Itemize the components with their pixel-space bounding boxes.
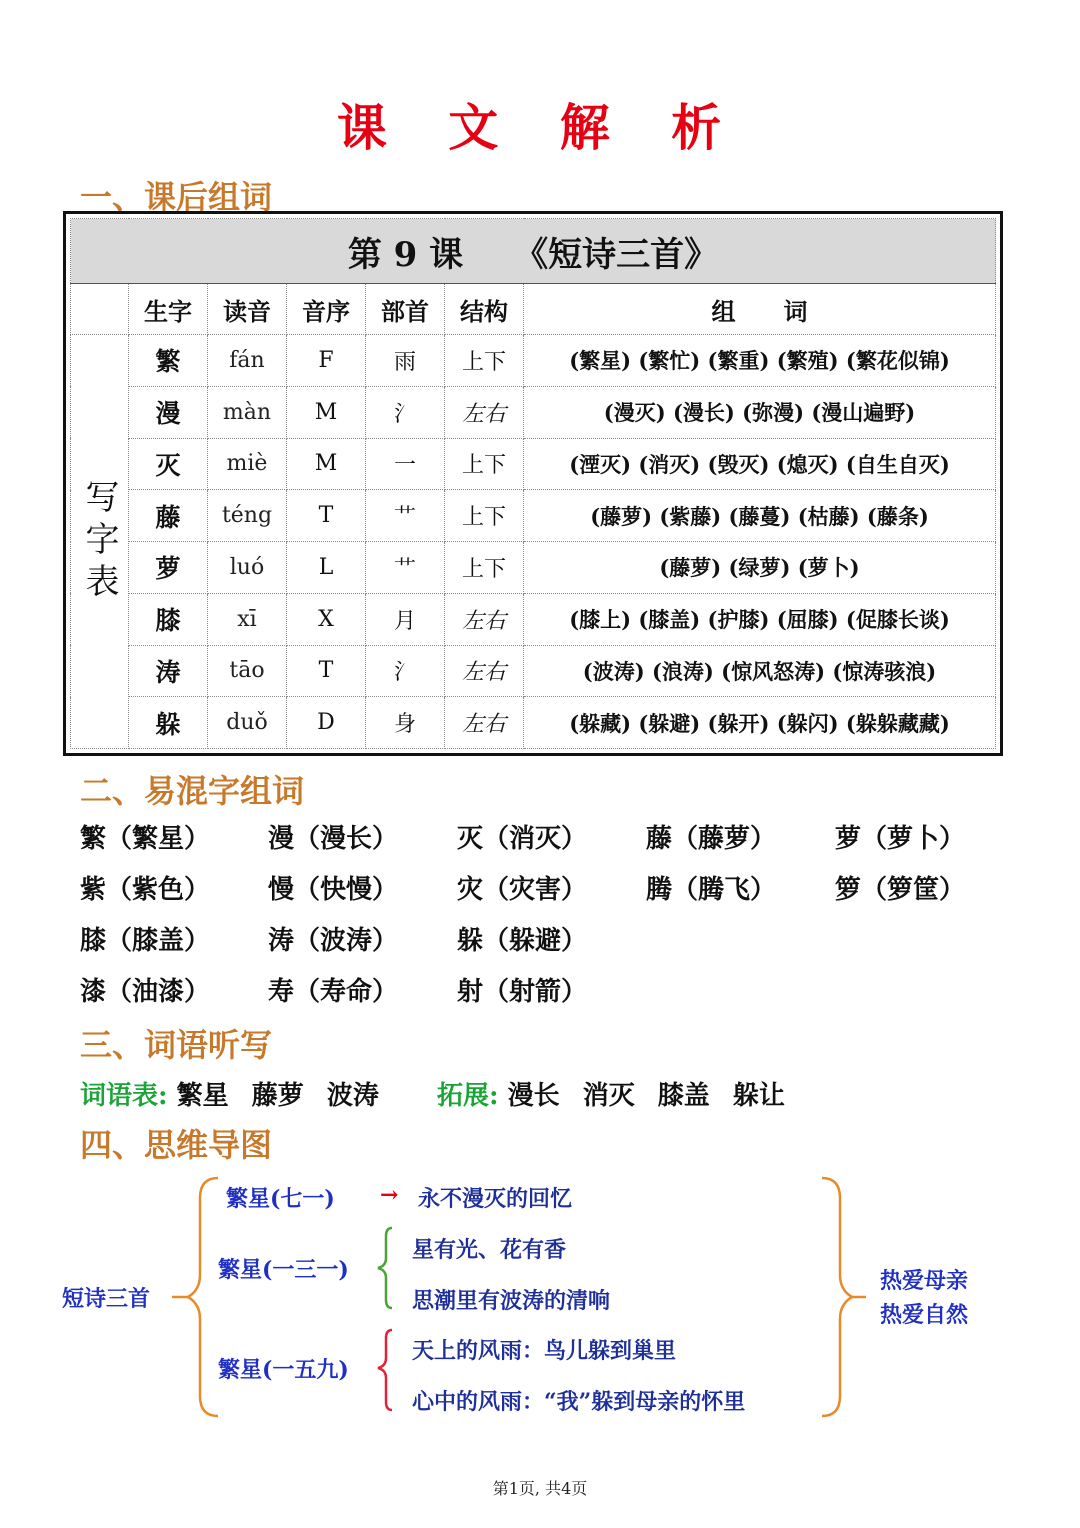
confusable-row — [80, 971, 1010, 1022]
header-structure: 结构 — [445, 284, 524, 335]
mindmap-branch-3: 繁星(一五九) — [218, 1357, 349, 1383]
confusable-row — [80, 869, 1010, 920]
row-words: (湮灭) (消灭) (毁灭) (熄灭) (自生自灭) — [524, 438, 996, 490]
confusable-item: 藤（藤萝） — [646, 824, 777, 854]
character-table — [63, 211, 1003, 756]
row-radical: 艹 — [366, 490, 445, 542]
row-words: (藤萝) (绿萝) (萝卜) — [524, 542, 996, 594]
row-pinyin: tāo — [208, 645, 287, 697]
confusable-row — [80, 818, 1010, 869]
row-order: T — [287, 645, 366, 697]
row-radical: 身 — [366, 697, 445, 749]
row-pinyin: téng — [208, 490, 287, 542]
mindmap-leaf: 心中的风雨：“我”躲到母亲的怀里 — [412, 1389, 746, 1415]
confusable-item: 躲（躲避） — [457, 926, 588, 956]
vocab-word: 繁星 — [176, 1081, 229, 1111]
confusable-item: 灭（消灭） — [457, 824, 588, 854]
mindmap-leaf: 思潮里有波涛的清响 — [412, 1288, 611, 1314]
confusable-item: 涛（波涛） — [268, 926, 399, 956]
mindmap-branch-2: 繁星(一三一) — [218, 1257, 349, 1283]
dictation-line — [80, 1075, 799, 1112]
row-char: 繁 — [129, 335, 208, 387]
row-structure: 左右 — [445, 645, 524, 697]
table-row — [71, 593, 996, 645]
confusable-item: 漫（漫长） — [268, 824, 399, 854]
section-heading-dictation: 三、词语听写 — [80, 1026, 273, 1064]
vocab-label: 词语表: — [80, 1081, 168, 1111]
row-pinyin: luó — [208, 542, 287, 594]
row-pinyin: duǒ — [208, 697, 287, 749]
row-structure: 上下 — [445, 490, 524, 542]
arrow-icon: → — [380, 1182, 399, 1208]
row-structure: 左右 — [445, 593, 524, 645]
row-char: 膝 — [129, 593, 208, 645]
header-pinyin: 读音 — [208, 284, 287, 335]
row-order: X — [287, 593, 366, 645]
row-radical: 月 — [366, 593, 445, 645]
confusable-item: 繁（繁星） — [80, 824, 211, 854]
header-order: 音序 — [287, 284, 366, 335]
mindmap-branch-1: 繁星(七一) — [226, 1186, 335, 1212]
confusable-item: 萝（萝卜） — [835, 824, 966, 854]
row-pinyin: xī — [208, 593, 287, 645]
mindmap-conclusion: 热爱母亲 — [880, 1268, 969, 1294]
confusable-item: 灾（灾害） — [457, 875, 588, 905]
row-words: (漫灭) (漫长) (弥漫) (漫山遍野) — [524, 386, 996, 438]
row-order: F — [287, 335, 366, 387]
row-words: (膝上) (膝盖) (护膝) (屈膝) (促膝长谈) — [524, 593, 996, 645]
lesson-title: 第 9 课 《短诗三首》 — [71, 219, 996, 284]
table-row — [71, 697, 996, 749]
row-order: M — [287, 438, 366, 490]
confusable-item: 膝（膝盖） — [80, 926, 211, 956]
row-pinyin: miè — [208, 438, 287, 490]
row-radical: 一 — [366, 438, 445, 490]
row-radical: 氵 — [366, 386, 445, 438]
table-row — [71, 386, 996, 438]
confusable-item: 腾（腾飞） — [646, 875, 777, 905]
confusable-item: 寿（寿命） — [268, 977, 399, 1007]
table-row — [71, 438, 996, 490]
confusable-list — [80, 818, 1010, 1022]
extension-word: 消灭 — [582, 1081, 635, 1111]
row-char: 躲 — [129, 697, 208, 749]
side-label: 写字表 — [71, 335, 129, 749]
row-words: (繁星) (繁忙) (繁重) (繁殖) (繁花似锦) — [524, 335, 996, 387]
confusable-item: 慢（快慢） — [268, 875, 399, 905]
row-structure: 上下 — [445, 335, 524, 387]
mindmap-leaf: 永不漫灭的回忆 — [418, 1186, 573, 1212]
character-table-grid — [70, 218, 996, 749]
confusable-row — [80, 920, 1010, 971]
table-row — [71, 645, 996, 697]
table-row — [71, 335, 996, 387]
extension-word: 膝盖 — [657, 1081, 710, 1111]
row-char: 藤 — [129, 490, 208, 542]
row-order: L — [287, 542, 366, 594]
green-brace — [378, 1228, 392, 1308]
section-heading-confusable: 二、易混字组词 — [80, 772, 305, 810]
row-structure: 上下 — [445, 542, 524, 594]
header-blank — [71, 284, 129, 335]
row-words: (波涛) (浪涛) (惊风怒涛) (惊涛骇浪) — [524, 645, 996, 697]
right-brace — [822, 1178, 852, 1416]
row-char: 萝 — [129, 542, 208, 594]
row-radical: 雨 — [366, 335, 445, 387]
row-char: 灭 — [129, 438, 208, 490]
confusable-item: 紫（紫色） — [80, 875, 211, 905]
page-footer: 第1页, 共4页 — [492, 1479, 588, 1498]
vocab-word: 藤萝 — [251, 1081, 304, 1111]
vocab-word: 波涛 — [326, 1081, 379, 1111]
row-structure: 左右 — [445, 697, 524, 749]
confusable-item: 漆（油漆） — [80, 977, 211, 1007]
extension-label: 拓展: — [436, 1081, 499, 1111]
row-order: D — [287, 697, 366, 749]
row-order: M — [287, 386, 366, 438]
row-pinyin: fán — [208, 335, 287, 387]
confusable-item: 箩（箩筐） — [835, 875, 966, 905]
header-char: 生字 — [129, 284, 208, 335]
red-brace — [378, 1330, 392, 1410]
row-structure: 左右 — [445, 386, 524, 438]
header-radical: 部首 — [366, 284, 445, 335]
mindmap-conclusion: 热爱自然 — [880, 1302, 969, 1328]
row-radical: 氵 — [366, 645, 445, 697]
row-char: 涛 — [129, 645, 208, 697]
row-words: (躲藏) (躲避) (躲开) (躲闪) (躲躲藏藏) — [524, 697, 996, 749]
section-heading-mindmap: 四、思维导图 — [80, 1126, 273, 1164]
extension-word: 躲让 — [732, 1081, 785, 1111]
table-row — [71, 490, 996, 542]
row-order: T — [287, 490, 366, 542]
row-words: (藤萝) (紫藤) (藤蔓) (枯藤) (藤条) — [524, 490, 996, 542]
table-row — [71, 542, 996, 594]
mindmap-leaf: 天上的风雨：鸟儿躲到巢里 — [412, 1338, 677, 1364]
header-words: 组 词 — [524, 284, 996, 335]
section-heading-word-groups: 一、课后组词 — [80, 178, 273, 216]
page-title: 课 文 解 析 — [336, 98, 744, 157]
confusable-item: 射（射箭） — [457, 977, 588, 1007]
main-left-brace — [188, 1178, 218, 1416]
row-pinyin: màn — [208, 386, 287, 438]
mindmap-root: 短诗三首 — [62, 1286, 151, 1312]
extension-word: 漫长 — [507, 1081, 560, 1111]
row-char: 漫 — [129, 386, 208, 438]
mindmap-leaf: 星有光、花有香 — [412, 1237, 567, 1263]
row-structure: 上下 — [445, 438, 524, 490]
row-radical: 艹 — [366, 542, 445, 594]
